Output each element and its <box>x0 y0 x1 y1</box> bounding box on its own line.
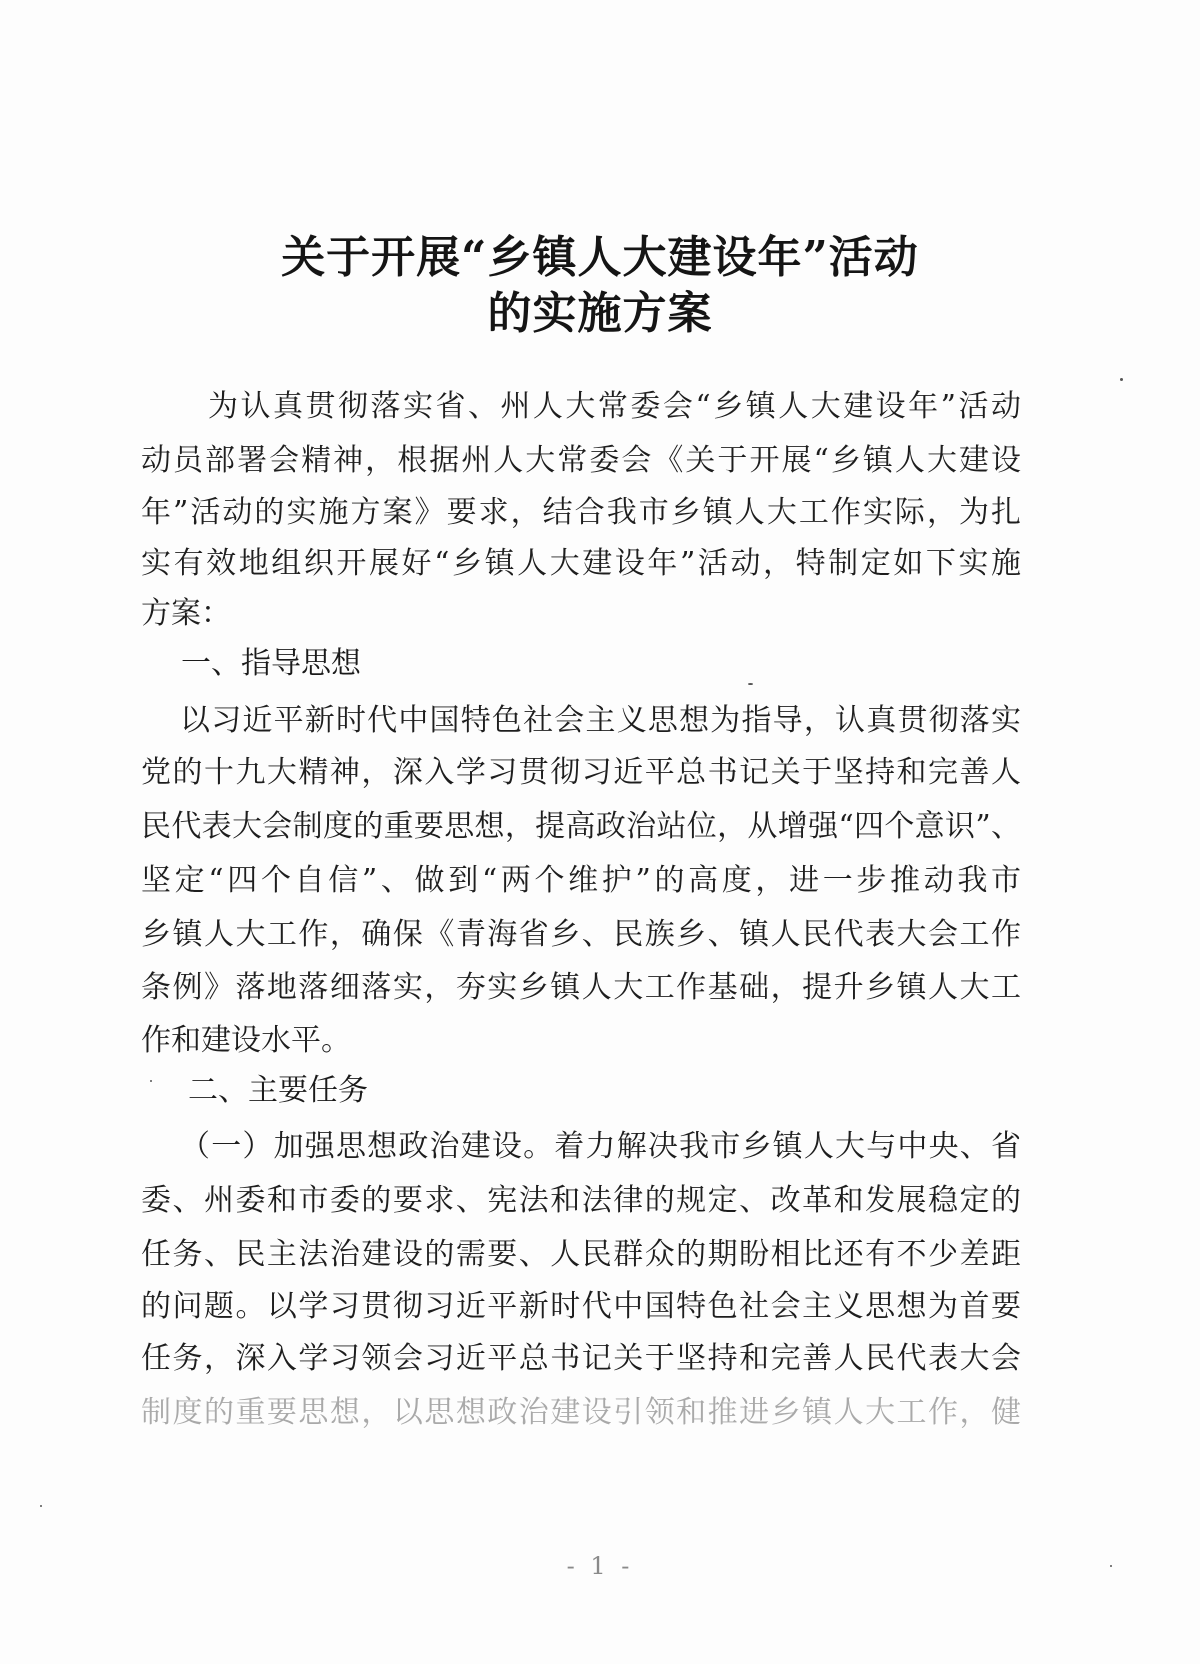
paragraph-line: 委、州委和市委的要求、宪法和法律的规定、改革和发展稳定的 <box>141 1183 1021 1218</box>
intro-line: 方案： <box>141 596 231 631</box>
section-heading-guiding-thought: 一、指导思想 <box>181 646 361 681</box>
intro-line: 实有效地组织开展好“乡镇人大建设年”活动，特制定如下实施 <box>141 546 1021 581</box>
paragraph-line: 民代表大会制度的重要思想，提高政治站位，从增强“四个意识”、 <box>141 809 1021 844</box>
paragraph-line: 制度的重要思想，以思想政治建设引领和推进乡镇人大工作，健 <box>141 1395 1021 1430</box>
scan-speck <box>40 1505 42 1507</box>
paragraph-line: 任务、民主法治建设的需要、人民群众的期盼相比还有不少差距 <box>141 1237 1021 1272</box>
paragraph-line: 作和建设水平。 <box>141 1023 351 1058</box>
paragraph-line: 以习近平新时代中国特色社会主义思想为指导，认真贯彻落实 <box>180 703 1021 738</box>
paragraph-line: 条例》落地落细落实，夯实乡镇人大工作基础，提升乡镇人大工 <box>141 970 1021 1005</box>
scan-speck <box>150 1080 152 1082</box>
scan-speck <box>1120 378 1123 381</box>
intro-line: 动员部署会精神，根据州人大常委会《关于开展“乡镇人大建设 <box>141 443 1021 478</box>
section-heading-main-tasks: 二、主要任务 <box>188 1073 368 1108</box>
intro-line: 为认真贯彻落实省、州人大常委会“乡镇人大建设年”活动 <box>208 389 1021 424</box>
paragraph-line: 党的十九大精神，深入学习贯彻习近平总书记关于坚持和完善人 <box>141 755 1021 790</box>
paragraph-line: 任务，深入学习领会习近平总书记关于坚持和完善人民代表大会 <box>141 1341 1021 1376</box>
paragraph-line: 乡镇人大工作，确保《青海省乡、民族乡、镇人民代表大会工作 <box>141 917 1021 952</box>
scan-speck <box>1110 1565 1112 1567</box>
paragraph-line: 的问题。以学习贯彻习近平新时代中国特色社会主义思想为首要 <box>141 1289 1021 1324</box>
intro-line: 年”活动的实施方案》要求，结合我市乡镇人大工作实际，为扎 <box>141 495 1021 530</box>
scan-speck <box>748 683 753 685</box>
paragraph-line: （一）加强思想政治建设。着力解决我市乡镇人大与中央、省 <box>180 1129 1021 1164</box>
paragraph-line: 坚定“四个自信”、做到“两个维护”的高度，进一步推动我市 <box>141 863 1021 898</box>
page-number: - 1 - <box>566 1552 634 1580</box>
document-title-line-1: 关于开展“乡镇人大建设年”活动 <box>281 232 919 283</box>
document-title-line-2: 的实施方案 <box>487 288 713 339</box>
